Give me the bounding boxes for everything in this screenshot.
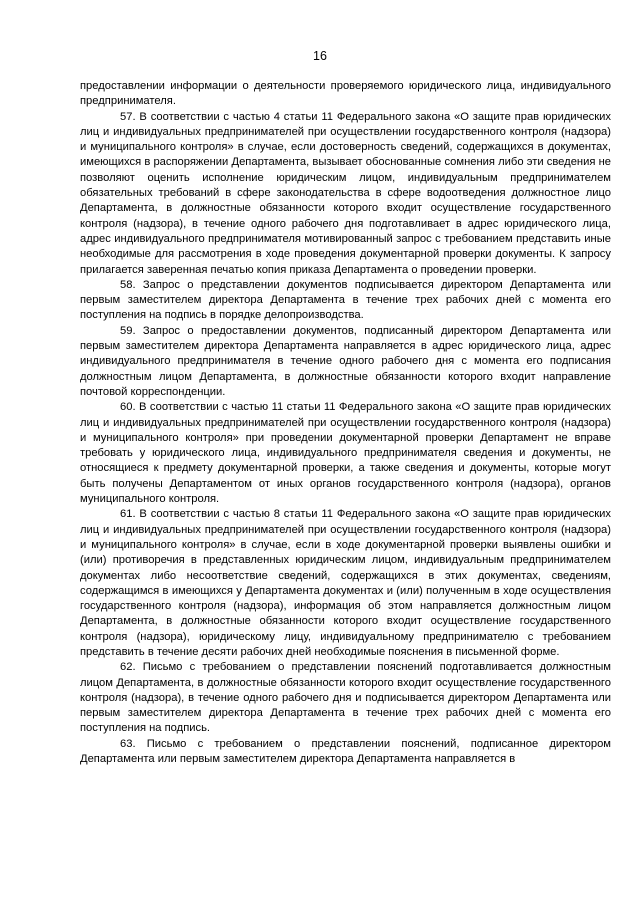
paragraph-61: 61. В соответствии с частью 8 статьи 11 Федерального закона «О защите прав юридических лиц и индивидуальных предпринимателей при осуществлении государственного контроля (надзора) и муниципального контроля» в случае, если в ходе документарной проверки выявлены ошибки и (или) противоречия в представленных юридическим лицом, индивидуальным предпринимателем документах либо несоответствие сведений, содержащихся в этих документах, сведениям, содержащимся в имеющихся у Департамента документах и (или) полученным в ходе осуществления государственного контроля (надзора), информация об этом направляется должностным лицом Департамента, в должностные обязанности которого входит осуществление государственного контроля (надзора), юридическому лицу, индивидуальному предпринимателю с требованием представить в течение десяти рабочих дней необходимые пояснения в письменной форме. bbox=[80, 508, 611, 658]
paragraph-57: 57. В соответствии с частью 4 статьи 11 Федерального закона «О защите прав юридических лиц и индивидуальных предпринимателей при осуществлении государственного контроля (надзора) и муниципального контроля» в случае, если достоверность сведений, содержащихся в документах, имеющихся в распоряжении Департамента, вызывает обоснованные сомнения либо эти сведения не позволяют оценить исполнение юридическим лицом, индивидуальным предпринимателем обязательных требований в сфере законодательства в сфере водоотведения должностное лицо Департамента, в должностные обязанности которого входит осуществление государственного контроля (надзора), в течение одного рабочего дня подготавливает в адрес юридического лица, адрес индивидуального предпринимателя мотивированный запрос с требованием представить иные необходимые для рассмотрения в ходе проведения документарной проверки документы. К запросу прилагается заверенная печатью копия приказа Департамента о проведении проверки. bbox=[80, 110, 611, 276]
paragraph-63: 63. Письмо с требованием о представлении пояснений, подписанное директором Департамента или первым заместителем директора Департамента направляется в bbox=[80, 737, 611, 766]
document-body bbox=[80, 79, 611, 767]
paragraph-59: 59. Запрос о предоставлении документов, подписанный директором Департамента или первым заместителем директора Департамента направляется в адрес юридического лица, адрес индивидуального предпринимателя в течение одного рабочего дня с момента его подписания должностным лицом Департамента, в должностные обязанности которого входит направление почтовой корреспонденции. bbox=[80, 324, 611, 398]
paragraph-58: 58. Запрос о представлении документов подписывается директором Департамента или первым заместителем директора Департамента в течение трех рабочих дней с момента его поступления на подпись в порядке делопроизводства. bbox=[80, 278, 611, 322]
paragraph-62: 62. Письмо с требованием о представлении пояснений подготавливается должностным лицом Департамента, в должностные обязанности которого входит осуществление государственного контроля (надзора), в течение одного рабочего дня и подписывается директором Департамента или первым заместителем директора Департамента в течение трех рабочих дней с момента его поступления на подпись. bbox=[80, 661, 611, 735]
page-number: 16 bbox=[313, 49, 327, 63]
paragraph-continuation: предоставлении информации о деятельности проверяемого юридического лица, индивидуального предпринимателя. bbox=[80, 80, 611, 108]
paragraph-60: 60. В соответствии с частью 11 статьи 11 Федерального закона «О защите прав юридических лиц и индивидуальных предпринимателей при осуществлении государственного контроля (надзора) и муниципального контроля» при проведении документарной проверки Департамент не вправе требовать у юридического лица, индивидуального предпринимателя сведения и документы, не относящиеся к предмету документарной проверки, а также сведения и документы, которые могут быть получены Департаментом от иных органов государственного контроля (надзора), органов муниципального контроля. bbox=[80, 401, 611, 506]
